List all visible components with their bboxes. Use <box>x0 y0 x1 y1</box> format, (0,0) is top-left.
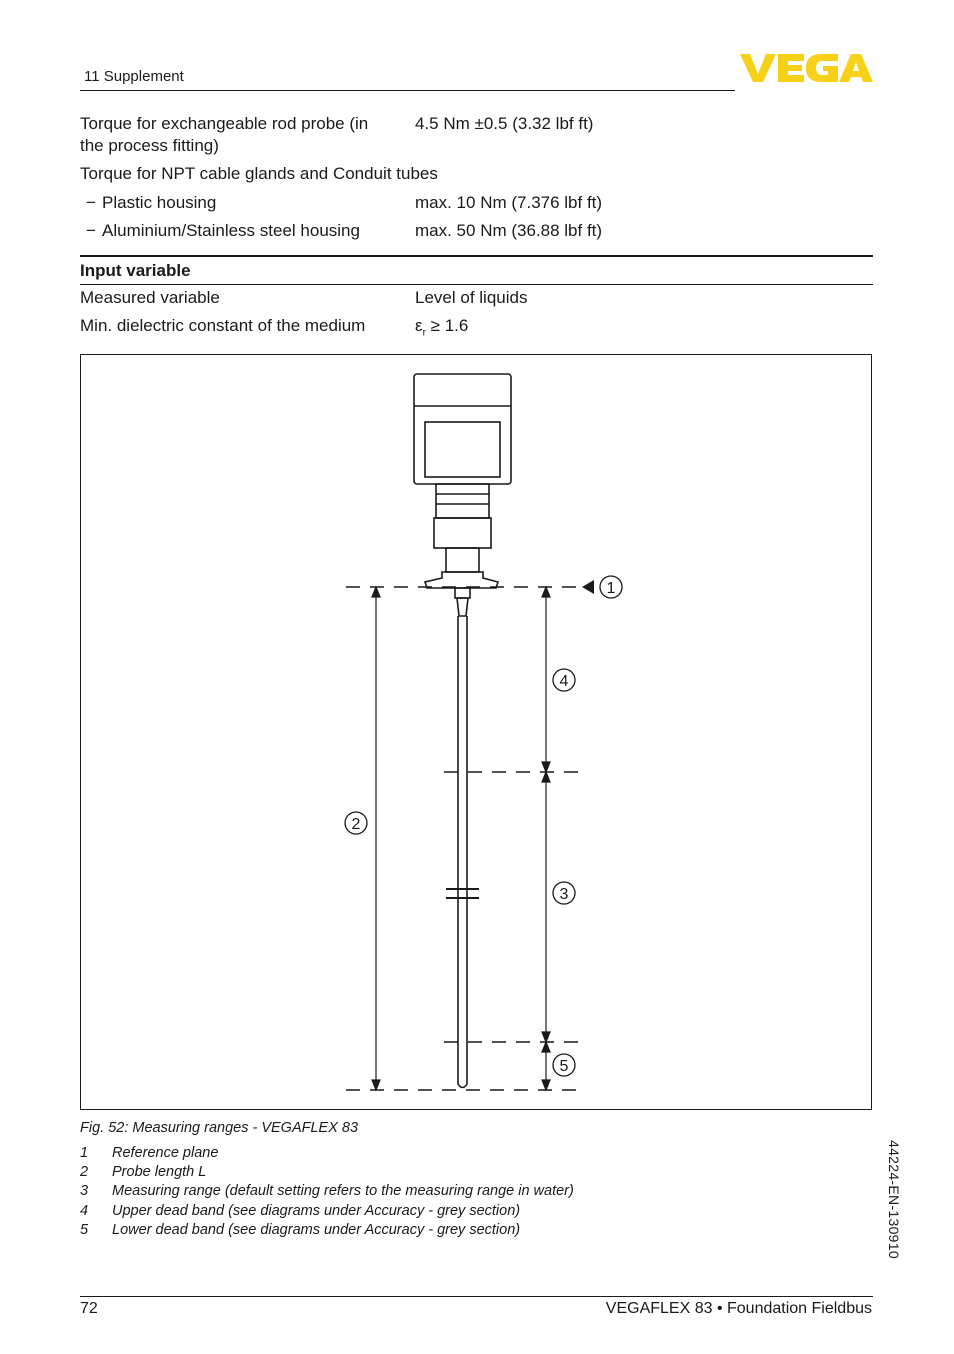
marker-5: 5 <box>559 1058 569 1075</box>
legend-item: 3 Measuring range (default setting refers to the measuring range in water) <box>80 1183 574 1199</box>
vega-logo <box>740 52 873 84</box>
legend-item: 2 Probe length L <box>80 1164 207 1180</box>
footer-divider <box>80 1296 873 1297</box>
reference-arrow-icon <box>582 580 594 594</box>
measuring-range-diagram <box>80 354 872 1110</box>
section-heading-rule <box>80 284 873 285</box>
probe-housing <box>414 374 511 484</box>
marker-4: 4 <box>559 673 569 690</box>
page-number: 72 <box>80 1300 98 1317</box>
spec-label: − Aluminium/Stainless steel housing <box>80 220 400 242</box>
spec-label: Torque for NPT cable glands and Conduit tubes <box>80 164 438 183</box>
header-divider <box>80 90 735 91</box>
spec-label: Torque for exchangeable rod probe (in the process fitting) <box>80 114 369 155</box>
spec-value: Level of liquids <box>415 288 528 307</box>
spec-value: $\varepsilon_r \ge 1.6$ <box>415 316 469 339</box>
list-dash: − <box>86 193 96 212</box>
legend-item: 1 Reference plane <box>80 1145 219 1161</box>
section-label: 11 Supplement <box>84 68 184 85</box>
spec-label: − Plastic housing <box>80 192 400 214</box>
footer-title: VEGAFLEX 83 • Foundation Fieldbus <box>605 1300 872 1317</box>
section-heading: Input variable <box>80 261 191 280</box>
list-dash: − <box>86 221 96 240</box>
section-top-rule <box>80 255 873 257</box>
spec-value: 4.5 Nm ±0.5 (3.32 lbf ft) <box>415 114 594 133</box>
spec-value: max. 50 Nm (36.88 lbf ft) <box>415 221 603 240</box>
spec-value: max. 10 Nm (7.376 lbf ft) <box>415 193 603 212</box>
legend-item: 4 Upper dead band (see diagrams under Accuracy - grey section) <box>80 1203 521 1219</box>
probe-rod <box>458 616 467 1088</box>
figure-caption: Fig. 52: Measuring ranges - VEGAFLEX 83 <box>80 1120 359 1136</box>
spec-label: Min. dielectric constant of the medium <box>80 316 366 335</box>
legend-item: 5 Lower dead band (see diagrams under Accuracy - grey section) <box>80 1222 521 1238</box>
marker-2: 2 <box>351 816 361 833</box>
marker-3: 3 <box>559 886 569 903</box>
document-code: 44224-EN-130910 <box>886 1140 902 1259</box>
spec-label: Measured variable <box>80 288 220 307</box>
marker-1: 1 <box>606 580 616 597</box>
